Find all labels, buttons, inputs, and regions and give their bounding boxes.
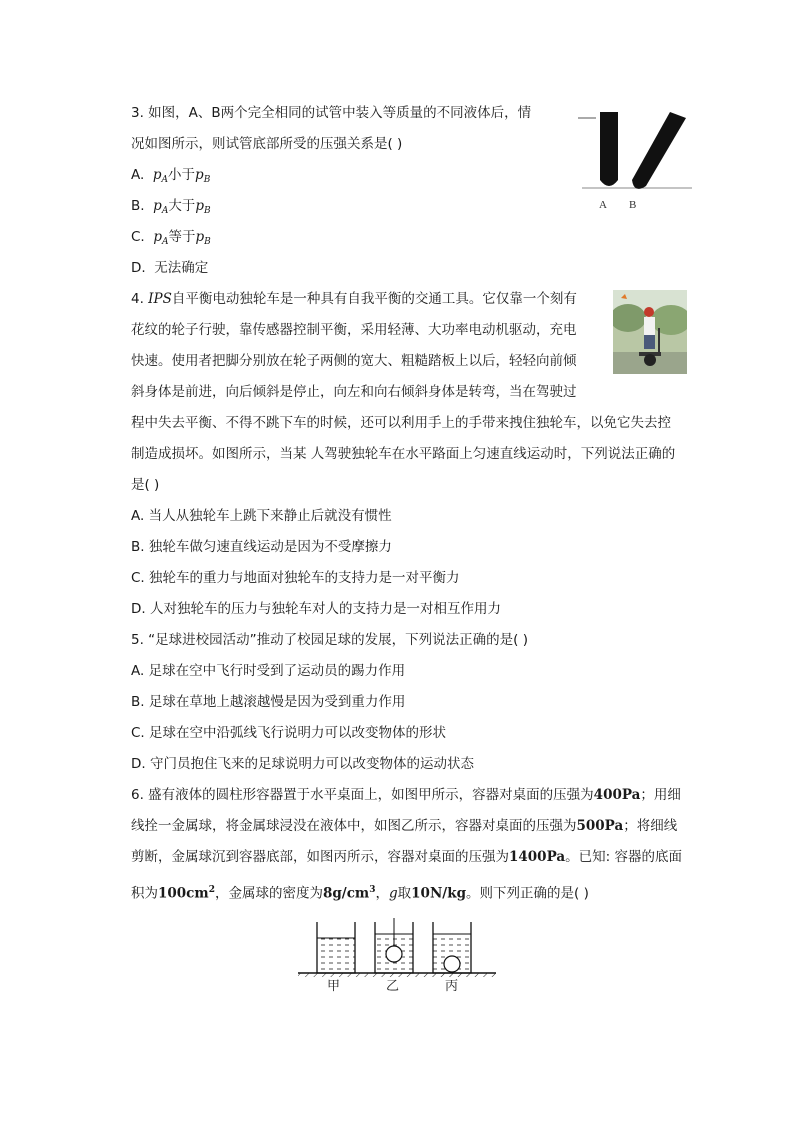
q4-option-c[interactable]: C. 独轮车的重力与地面对独轮车的支持力是一对平衡力 xyxy=(131,570,460,586)
tube-b xyxy=(632,112,686,189)
q6-line-4: 积为$100cm^2$，金属球的密度为$8g/cm^3$，g取10N/kg。则下列正确的是( ) xyxy=(131,885,589,902)
q4-option-a[interactable]: A. 当人从独轮车上跳下来静止后就没有惯性 xyxy=(131,508,392,524)
container-jia xyxy=(317,922,355,973)
containers-figure xyxy=(296,918,500,994)
q4-line-7: 是( ) xyxy=(131,477,160,493)
wheel xyxy=(644,354,656,366)
tube-label-b: B xyxy=(629,199,637,211)
tube-label-a: A xyxy=(599,199,607,211)
metal-ball-hanging xyxy=(386,946,402,962)
q6-line-3: 剪断，金属球沉到容器底部，如图丙所示，容器对桌面的压强为1400Pa。已知: 容器的底面 xyxy=(131,849,682,865)
q5-line-1: 5. “足球进校园活动”推动了校园足球的发展，下列说法正确的是( ) xyxy=(131,632,528,648)
q4-line-1: 4. IPS自平衡电动独轮车是一种具有自我平衡的交通工具。它仅靠一个刻有 xyxy=(131,291,577,307)
q6-line-1: 6. 盛有液体的圆柱形容器置于水平桌面上，如图甲所示，容器对桌面的压强为400Pa；用细 xyxy=(131,787,681,803)
label-bing: 丙 xyxy=(445,979,459,994)
q4-line-4: 斜身体是前进，向后倾斜是停止，向左和向右倾斜身体是转弯，当在驾驶过 xyxy=(131,384,577,400)
q4-line-3: 快速。使用者把脚分别放在轮子两侧的宽大、粗糙踏板上以后，轻轻向前倾 xyxy=(131,353,577,369)
q3-option-a[interactable]: A. $p_A$小于$p_B$ xyxy=(131,167,211,185)
q5-option-c[interactable]: C. 足球在空中沿弧线飞行说明力可以改变物体的形状 xyxy=(131,725,447,741)
metal-ball-bottom xyxy=(444,956,460,972)
q3-line-1: 3. 如图，A、B两个完全相同的试管中装入等质量的不同液体后，情 xyxy=(131,105,532,121)
q4-line-6: 制造成损坏。如图所示，当某 人驾驶独轮车在水平路面上匀速直线运动时，下列说法正确的 xyxy=(131,446,676,462)
q5-option-a[interactable]: A. 足球在空中飞行时受到了运动员的踢力作用 xyxy=(131,663,406,679)
q3-option-d[interactable]: D. 无法确定 xyxy=(131,260,209,276)
label-yi: 乙 xyxy=(386,979,400,994)
q6-line-2: 线拴一金属球，将金属球浸没在液体中，如图乙所示，容器对桌面的压强为500Pa；将细线 xyxy=(131,818,678,834)
q5-option-d[interactable]: D. 守门员抱住飞来的足球说明力可以改变物体的运动状态 xyxy=(131,756,474,772)
q5-option-b[interactable]: B. 足球在草地上越滚越慢是因为受到重力作用 xyxy=(131,694,406,710)
test-tube-figure xyxy=(572,104,698,216)
rider-body xyxy=(644,317,655,335)
container-yi xyxy=(375,918,413,973)
unicycle-rider-photo xyxy=(613,290,687,374)
q3-option-b[interactable]: B. $p_A$大于$p_B$ xyxy=(131,198,211,216)
q3-line-2: 况如图所示，则试管底部所受的压强关系是( ) xyxy=(131,136,403,152)
tube-a xyxy=(600,112,618,186)
q3-option-c[interactable]: C. $p_A$等于$p_B$ xyxy=(131,229,211,247)
container-bing xyxy=(433,922,471,973)
rider-helmet xyxy=(644,307,654,317)
q4-line-2: 花纹的轮子行驶，靠传感器控制平衡，采用轻薄、大功率电动机驱动，充电 xyxy=(131,322,577,338)
q4-option-b[interactable]: B. 独轮车做匀速直线运动是因为不受摩擦力 xyxy=(131,539,392,555)
q4-option-d[interactable]: D. 人对独轮车的压力与独轮车对人的支持力是一对相互作用力 xyxy=(131,601,501,617)
q4-line-5: 程中失去平衡、不得不跳下车的时候，还可以利用手上的手带来拽住独轮车，以免它失去控 xyxy=(131,415,671,431)
label-jia: 甲 xyxy=(327,979,341,994)
